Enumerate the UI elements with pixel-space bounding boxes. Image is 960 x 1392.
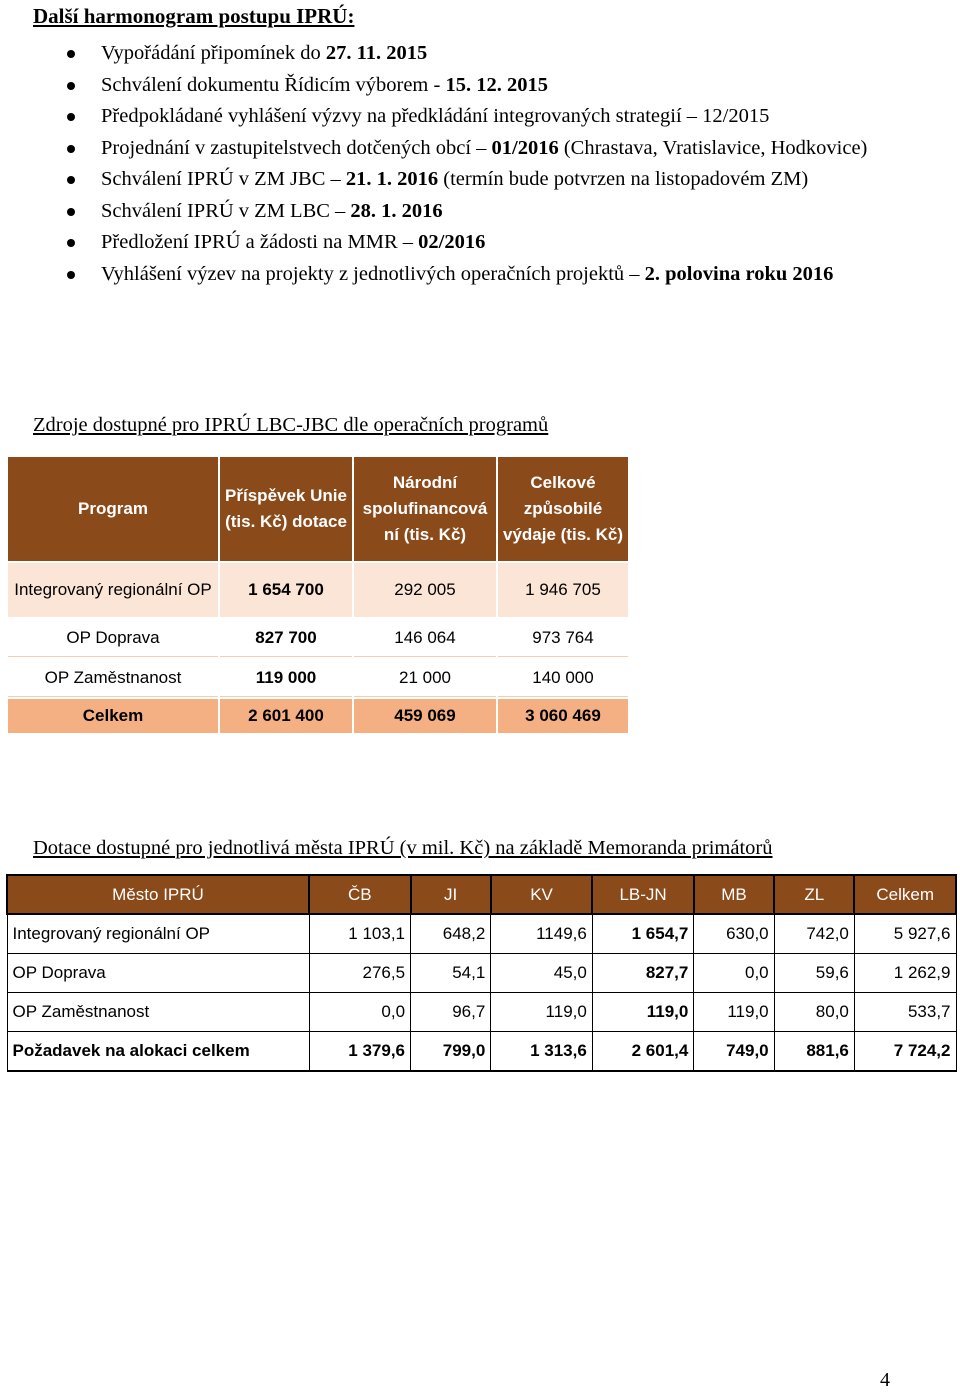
- op-sources-table: [6, 455, 630, 735]
- table-cell: 0,0: [309, 993, 411, 1032]
- list-item: Schválení dokumentu Řídicím výborem - 15. 12. 2015: [0, 70, 900, 102]
- table-cell: 5 927,6: [854, 914, 956, 954]
- table-cell: Celkem: [8, 699, 218, 733]
- list-item: Schválení IPRÚ v ZM LBC – 28. 1. 2016: [0, 196, 900, 228]
- table-total-row: [7, 1032, 956, 1072]
- table-cell: 1 379,6: [309, 1032, 411, 1072]
- col-header: KV: [491, 875, 593, 914]
- table-cell: 45,0: [491, 954, 593, 993]
- table-header-row: [7, 875, 956, 914]
- list-item: Předpokládané vyhlášení výzvy na předkládání integrovaných strategií – 12/2015: [0, 101, 900, 133]
- table-cell: 1 103,1: [309, 914, 411, 954]
- col-header: Město IPRÚ: [7, 875, 309, 914]
- table-cell: 59,6: [774, 954, 854, 993]
- table-cell: 276,5: [309, 954, 411, 993]
- table-cell: 7 724,2: [854, 1032, 956, 1072]
- bullet-icon: [67, 271, 75, 279]
- table-cell: 2 601,4: [592, 1032, 694, 1072]
- table-cell: 0,0: [694, 954, 774, 993]
- table-row: [8, 563, 628, 617]
- table-cell: 1 262,9: [854, 954, 956, 993]
- table-cell: 827 700: [220, 619, 352, 657]
- table-cell: 742,0: [774, 914, 854, 954]
- col-header: Celkové způsobilé výdaje (tis. Kč): [498, 457, 628, 561]
- list-item: Projednání v zastupitelstvech dotčených obcí – 01/2016 (Chrastava, Vratislavice, Hodkovice): [0, 133, 900, 165]
- col-header: Celkem: [854, 875, 956, 914]
- table-cell: 881,6: [774, 1032, 854, 1072]
- page-number: 4: [880, 1369, 890, 1391]
- col-header: JI: [411, 875, 491, 914]
- table-cell: 146 064: [354, 619, 496, 657]
- table-cell: 973 764: [498, 619, 628, 657]
- table-cell: 827,7: [592, 954, 694, 993]
- table-cell: 119,0: [491, 993, 593, 1032]
- table-cell: OP Zaměstnanost: [7, 993, 309, 1032]
- table-cell: Integrovaný regionální OP: [8, 563, 218, 617]
- table-cell: 799,0: [411, 1032, 491, 1072]
- table-cell: 749,0: [694, 1032, 774, 1072]
- col-header: ZL: [774, 875, 854, 914]
- table-row: [8, 659, 628, 697]
- col-header: MB: [694, 875, 774, 914]
- bullet-icon: [67, 239, 75, 247]
- list-item: Schválení IPRÚ v ZM JBC – 21. 1. 2016 (termín bude potvrzen na listopadovém ZM): [0, 164, 900, 196]
- table-cell: 119,0: [694, 993, 774, 1032]
- table-cell: 1 654 700: [220, 563, 352, 617]
- bullet-icon: [67, 176, 75, 184]
- table-cell: OP Doprava: [7, 954, 309, 993]
- table-cell: 459 069: [354, 699, 496, 733]
- table-header-row: [8, 457, 628, 561]
- schedule-heading: Další harmonogram postupu IPRÚ:: [33, 4, 355, 28]
- table-row: [8, 619, 628, 657]
- table-row: [7, 993, 956, 1032]
- bullet-icon: [67, 50, 75, 58]
- table-cell: 96,7: [411, 993, 491, 1032]
- col-header: Příspěvek Unie (tis. Kč) dotace: [220, 457, 352, 561]
- table-cell: 54,1: [411, 954, 491, 993]
- col-header: Národní spolufinancová ní (tis. Kč): [354, 457, 496, 561]
- table-row: [7, 954, 956, 993]
- table-cell: 630,0: [694, 914, 774, 954]
- schedule-list: [0, 38, 900, 290]
- list-item: Vyhlášení výzev na projekty z jednotlivých operačních projektů – 2. polovina roku 2016: [0, 259, 900, 291]
- col-header: Program: [8, 457, 218, 561]
- list-item: Vypořádání připomínek do 27. 11. 2015: [0, 38, 900, 70]
- table-cell: 2 601 400: [220, 699, 352, 733]
- table-cell: 292 005: [354, 563, 496, 617]
- table-cell: 21 000: [354, 659, 496, 697]
- list-item: Předložení IPRÚ a žádosti na MMR – 02/2016: [0, 227, 900, 259]
- table-cell: OP Doprava: [8, 619, 218, 657]
- table-cell: Požadavek na alokaci celkem: [7, 1032, 309, 1072]
- table-row: [7, 914, 956, 954]
- table-total-row: [8, 699, 628, 733]
- col-header: ČB: [309, 875, 411, 914]
- bullet-icon: [67, 208, 75, 216]
- table-cell: 1 654,7: [592, 914, 694, 954]
- city-allocation-table: [6, 874, 957, 1072]
- table2-title: Dotace dostupné pro jednotlivá města IPRÚ (v mil. Kč) na základě Memoranda primátorů: [33, 837, 773, 859]
- table-cell: 140 000: [498, 659, 628, 697]
- table-cell: 80,0: [774, 993, 854, 1032]
- table-cell: Integrovaný regionální OP: [7, 914, 309, 954]
- col-header: LB-JN: [592, 875, 694, 914]
- table-cell: 648,2: [411, 914, 491, 954]
- table1-title: Zdroje dostupné pro IPRÚ LBC-JBC dle operačních programů: [33, 414, 549, 436]
- table-cell: 119 000: [220, 659, 352, 697]
- table-cell: 3 060 469: [498, 699, 628, 733]
- table-cell: 1 313,6: [491, 1032, 593, 1072]
- bullet-icon: [67, 113, 75, 121]
- table-cell: OP Zaměstnanost: [8, 659, 218, 697]
- table-cell: 119,0: [592, 993, 694, 1032]
- bullet-icon: [67, 82, 75, 90]
- bullet-icon: [67, 145, 75, 153]
- table-cell: 1149,6: [491, 914, 593, 954]
- table-cell: 533,7: [854, 993, 956, 1032]
- table-cell: 1 946 705: [498, 563, 628, 617]
